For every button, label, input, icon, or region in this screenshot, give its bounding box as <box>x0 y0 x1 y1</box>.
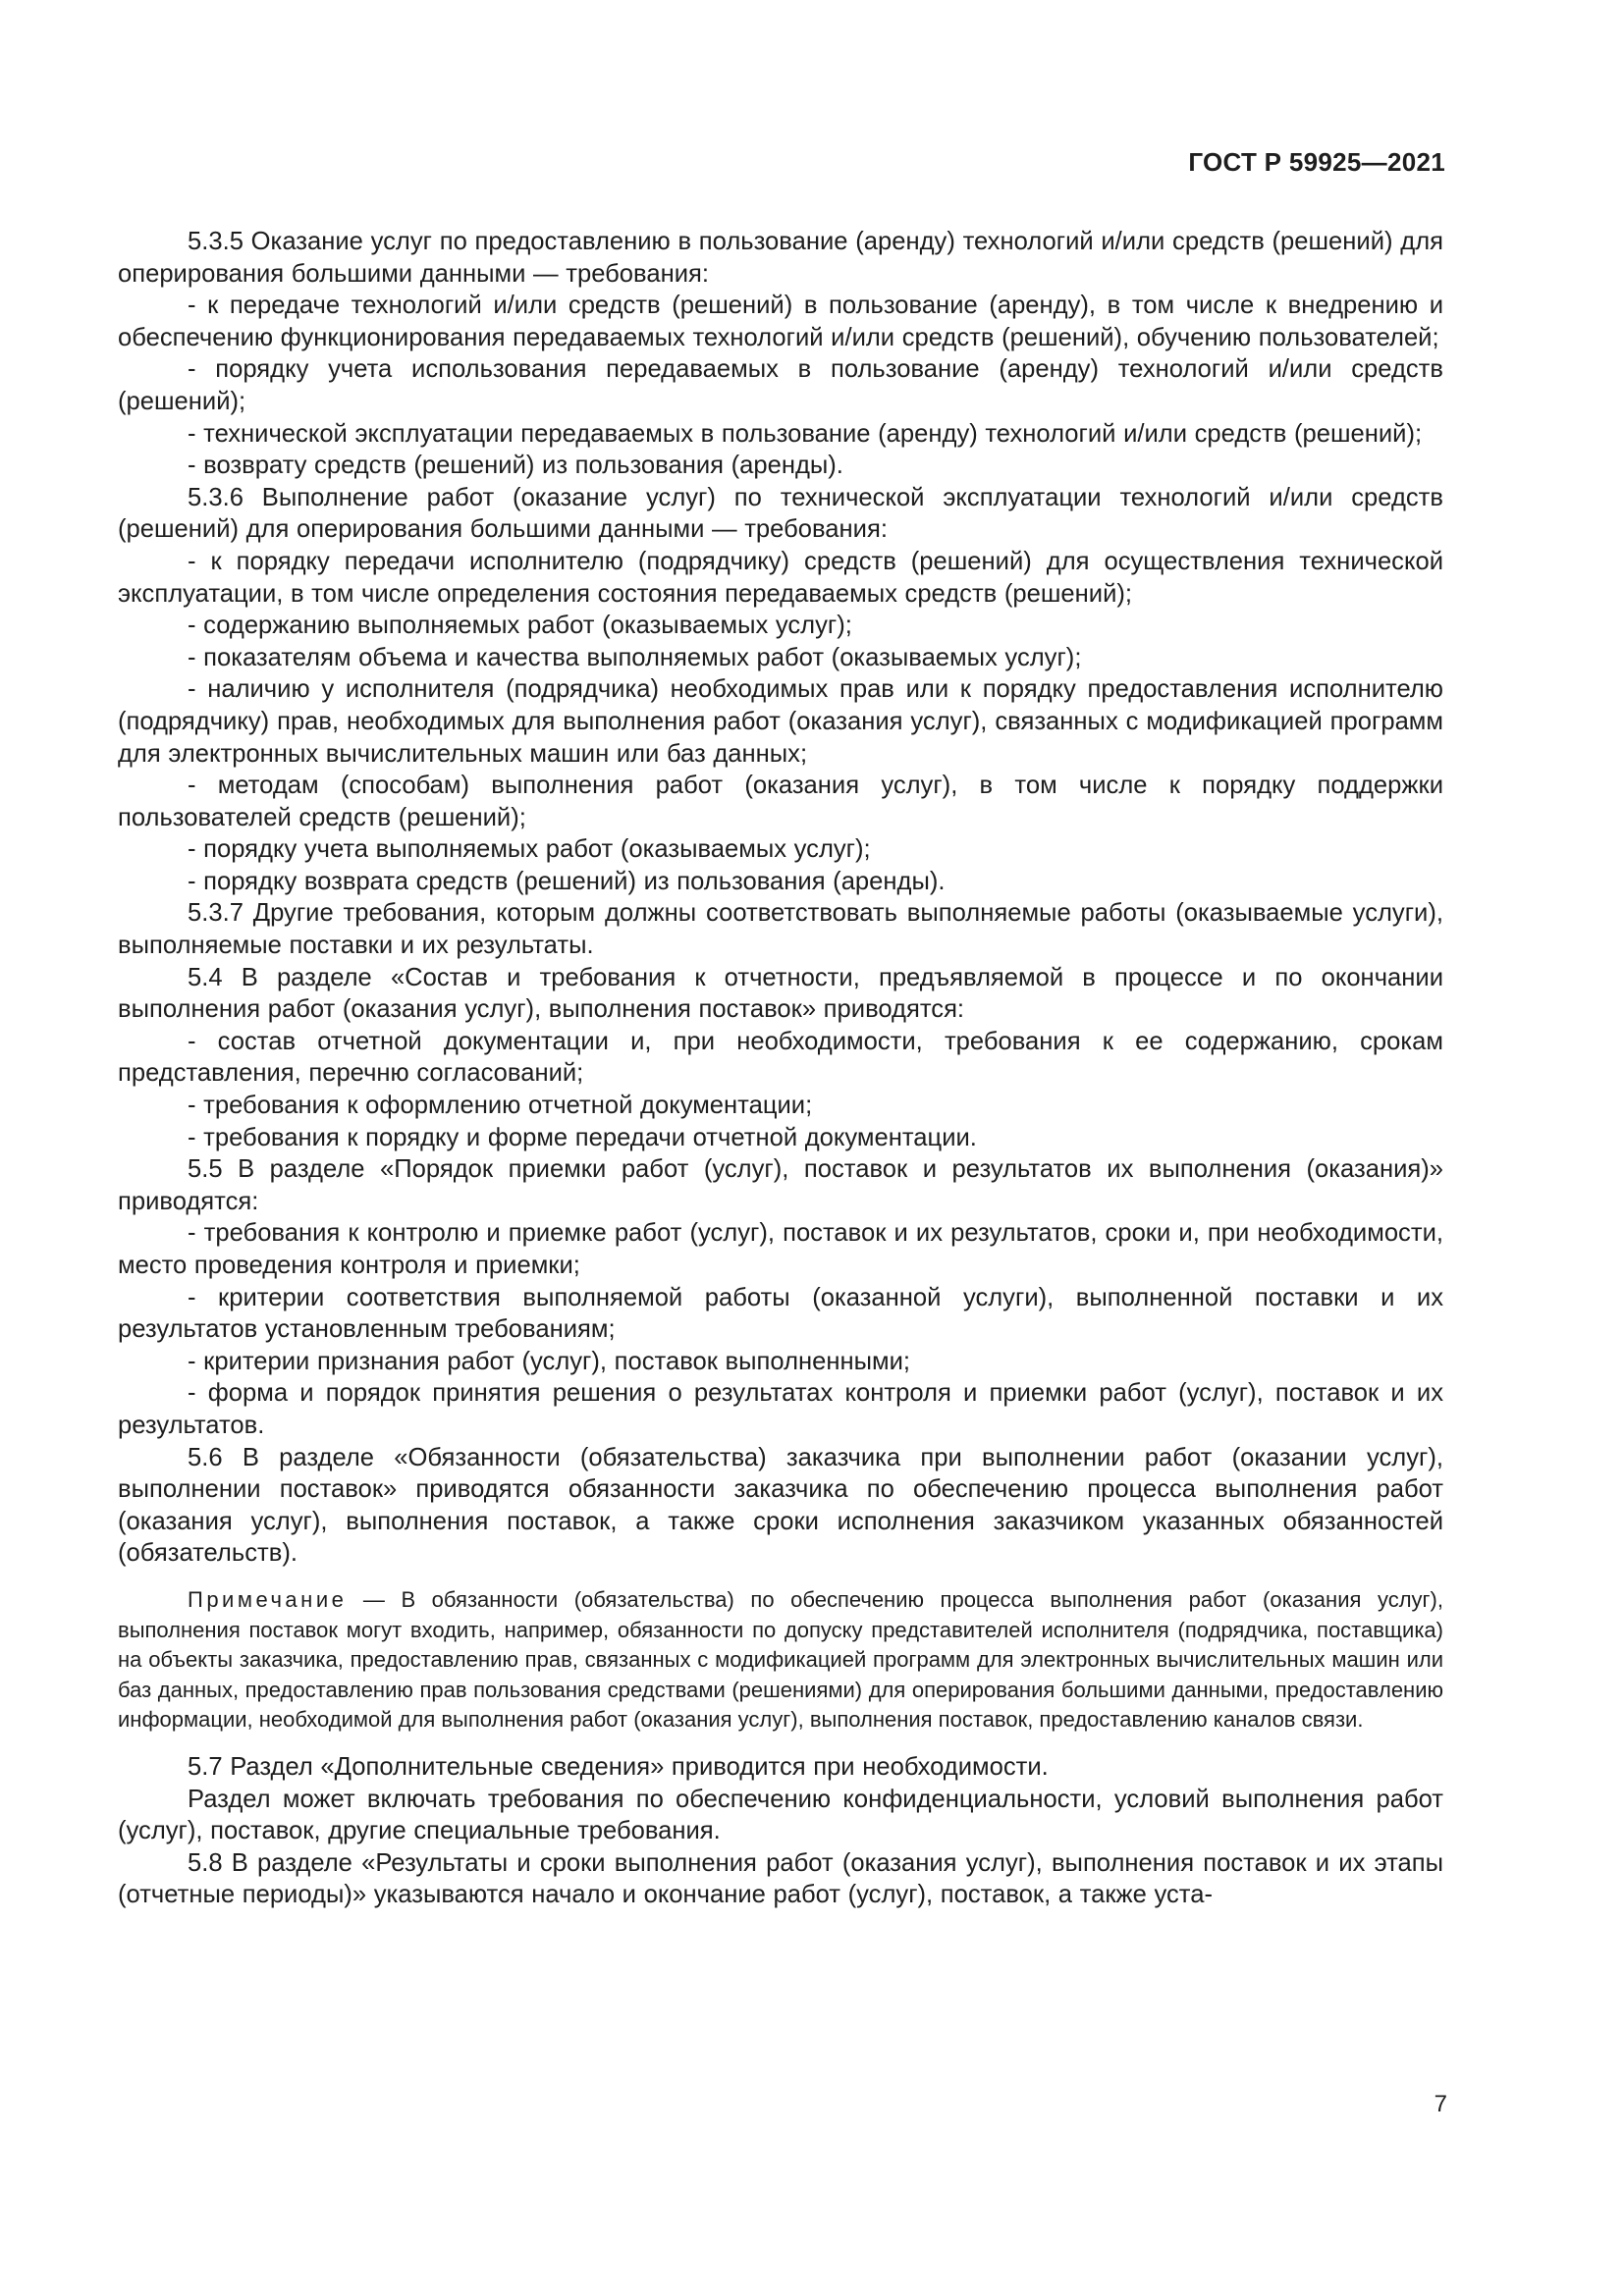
document-body <box>118 226 1443 1911</box>
list-item: - порядку возврата средств (решений) из пользования (аренды). <box>188 867 946 895</box>
list-item: - методам (способам) выполнения работ (оказания услуг), в том числе к порядку поддержки пользователей средств (решений); <box>118 772 1443 831</box>
list-item: - требования к контролю и приемке работ (услуг), поставок и их результатов, сроки и, при необходимости, место проведения контроля и приемки; <box>118 1219 1443 1279</box>
list-item: - требования к порядку и форме передачи отчетной документации. <box>188 1123 977 1151</box>
list-item: - к порядку передачи исполнителю (подрядчику) средств (решений) для осуществления технической эксплуатации, в том числе определения состояния передаваемых средств (решений); <box>118 547 1443 608</box>
paragraph: 5.7 Раздел «Дополнительные сведения» приводится при необходимости. <box>188 1752 1049 1781</box>
paragraph: 5.4 В разделе «Состав и требования к отчетности, предъявляемой в процессе и по окончании выполнения работ (оказания услуг), выполнения поставок» приводятся: <box>118 963 1443 1024</box>
list-item: - технической эксплуатации передаваемых в пользование (аренду) технологий и/или средств (решений); <box>188 419 1423 448</box>
document-header: ГОСТ Р 59925—2021 <box>1188 147 1445 177</box>
page-number: 7 <box>1434 2091 1447 2117</box>
note-block <box>118 1585 1443 1735</box>
note-label: Примечание <box>188 1586 348 1612</box>
list-item: - к передаче технологий и/или средств (решений) в пользование (аренду), в том числе к внедрению и обеспечению функционирования передаваемых технологий и/или средств (решений), обучению пользователей; <box>118 292 1443 351</box>
paragraph: Раздел может включать требования по обеспечению конфиденциальности, условий выполнения работ (услуг), поставок, другие специальные требования. <box>118 1785 1443 1845</box>
paragraph: 5.3.6 Выполнение работ (оказание услуг) по технической эксплуатации технологий и/или средств (решений) для оперирования большими данными — требования: <box>118 483 1443 544</box>
list-item: - требования к оформлению отчетной документации; <box>188 1092 813 1120</box>
list-item: - форма и порядок принятия решения о результатах контроля и приемки работ (услуг), поставок и их результатов. <box>118 1379 1443 1439</box>
paragraph: 5.5 В разделе «Порядок приемки работ (услуг), поставок и результатов их выполнения (оказания)» приводятся: <box>118 1155 1443 1215</box>
note-text: — В обязанности (обязательства) по обеспечению процесса выполнения работ (оказания услуг), выполнения поставок могут входить, например, обязанности по допуску представителей исполнителя (подрядчика, поставщика) на объекты заказчика, предоставлению прав, связанных с модификацией программ для электронных вычислительных машин или баз данных, предоставлению прав пользования средствами (решениями) для оперирования большими данными, предоставлению информации, необходимой для выполнения работ (оказания услуг), выполнения поставок, предоставлению каналов связи. <box>118 1586 1443 1733</box>
list-item: - порядку учета использования передаваемых в пользование (аренду) технологий и/или средств (решений); <box>118 355 1443 415</box>
paragraph: 5.3.5 Оказание услуг по предоставлению в пользование (аренду) технологий и/или средств (решений) для оперирования большими данными — требования: <box>118 228 1443 288</box>
paragraph: 5.6 В разделе «Обязанности (обязательства) заказчика при выполнении работ (оказании услуг), выполнении поставок» приводятся обязанности заказчика по обеспечению процесса выполнения работ (оказания услуг), выполнения поставок, а также сроки исполнения заказчиком указанных обязанностей (обязательств). <box>118 1443 1443 1568</box>
list-item: - содержанию выполняемых работ (оказываемых услуг); <box>188 612 852 640</box>
list-item: - критерии признания работ (услуг), поставок выполненными; <box>188 1347 911 1375</box>
list-item: - порядку учета выполняемых работ (оказываемых услуг); <box>188 835 871 864</box>
list-item: - возврату средств (решений) из пользования (аренды). <box>188 452 843 480</box>
paragraph: 5.3.7 Другие требования, которым должны соответствовать выполняемые работы (оказываемые услуги), выполняемые поставки и их результаты. <box>118 899 1443 960</box>
paragraph: 5.8 В разделе «Результаты и сроки выполнения работ (оказания услуг), выполнения поставок и их этапы (отчетные периоды)» указываются начало и окончание работ (услуг), поставок, а также уста- <box>118 1848 1443 1909</box>
list-item: - наличию у исполнителя (подрядчика) необходимых прав или к порядку предоставления исполнителю (подрядчику) прав, необходимых для выполнения работ (оказания услуг), связанных с модификацией программ для электронных вычислительных машин или баз данных; <box>118 675 1443 768</box>
list-item: - критерии соответствия выполняемой работы (оказанной услуги), выполненной поставки и их результатов установленным требованиям; <box>118 1283 1443 1344</box>
list-item: - показателям объема и качества выполняемых работ (оказываемых услуг); <box>188 643 1082 671</box>
list-item: - состав отчетной документации и, при необходимости, требования к ее содержанию, срокам представления, перечню согласований; <box>118 1027 1443 1088</box>
